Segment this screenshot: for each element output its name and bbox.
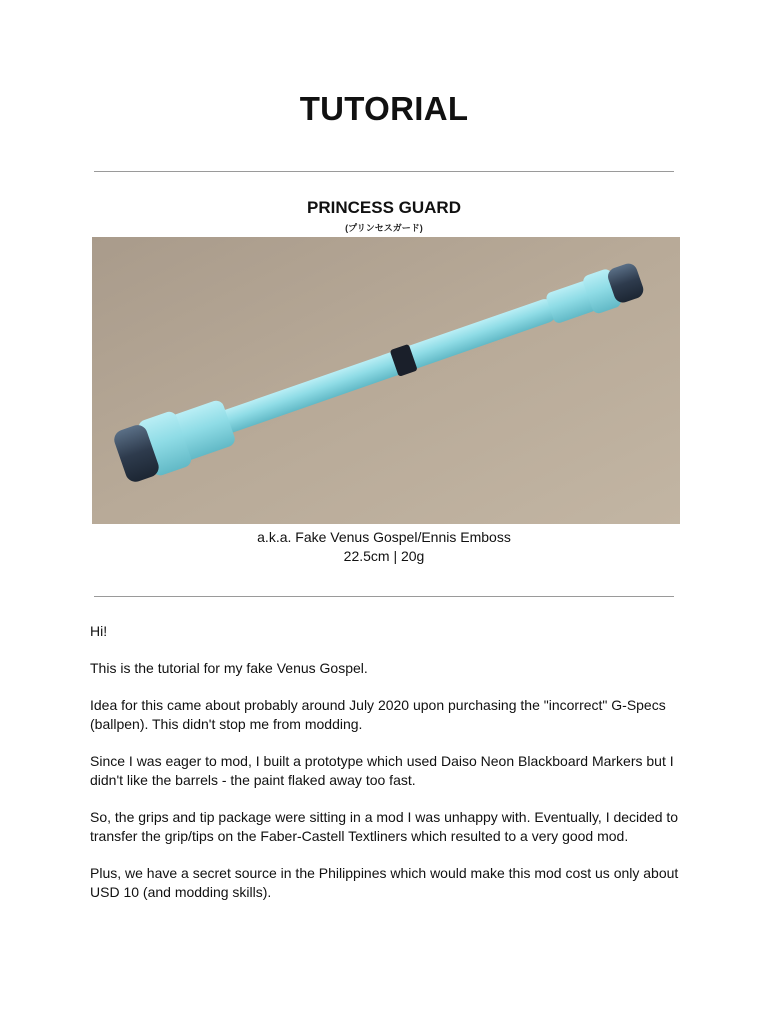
caption-size-weight: 22.5cm | 20g <box>343 548 425 564</box>
divider-bottom <box>94 596 674 597</box>
divider-top <box>94 171 674 172</box>
pen-photo <box>92 237 680 524</box>
paragraph: This is the tutorial for my fake Venus Gospel. <box>90 660 368 676</box>
section-title: PRINCESS GUARD <box>307 198 461 217</box>
paragraph: Since I was eager to mod, I built a prototype which used Daiso Neon Blackboard Markers but I didn't like the barrels - the paint flaked away too fast. <box>90 753 674 788</box>
paragraph: Idea for this came about probably around July 2020 upon purchasing the "incorrect" G-Specs (ballpen). This didn't stop me from modding. <box>90 697 666 732</box>
paragraph: Hi! <box>90 623 108 639</box>
page-title: TUTORIAL <box>299 90 469 127</box>
section-subtitle-japanese: (プリンセスガード) <box>345 223 423 233</box>
paragraph: Plus, we have a secret source in the Philippines which would make this mod cost us only about USD 10 (and modding skills). <box>90 865 679 900</box>
paragraph: So, the grips and tip package were sitting in a mod I was unhappy with. Eventually, I decided to transfer the grip/tips on the Faber-Castell Textliners which resulted to a very good mod. <box>90 809 679 844</box>
article-body <box>90 622 680 920</box>
caption-aka: a.k.a. Fake Venus Gospel/Ennis Emboss <box>257 529 511 545</box>
photo-caption <box>0 528 768 566</box>
